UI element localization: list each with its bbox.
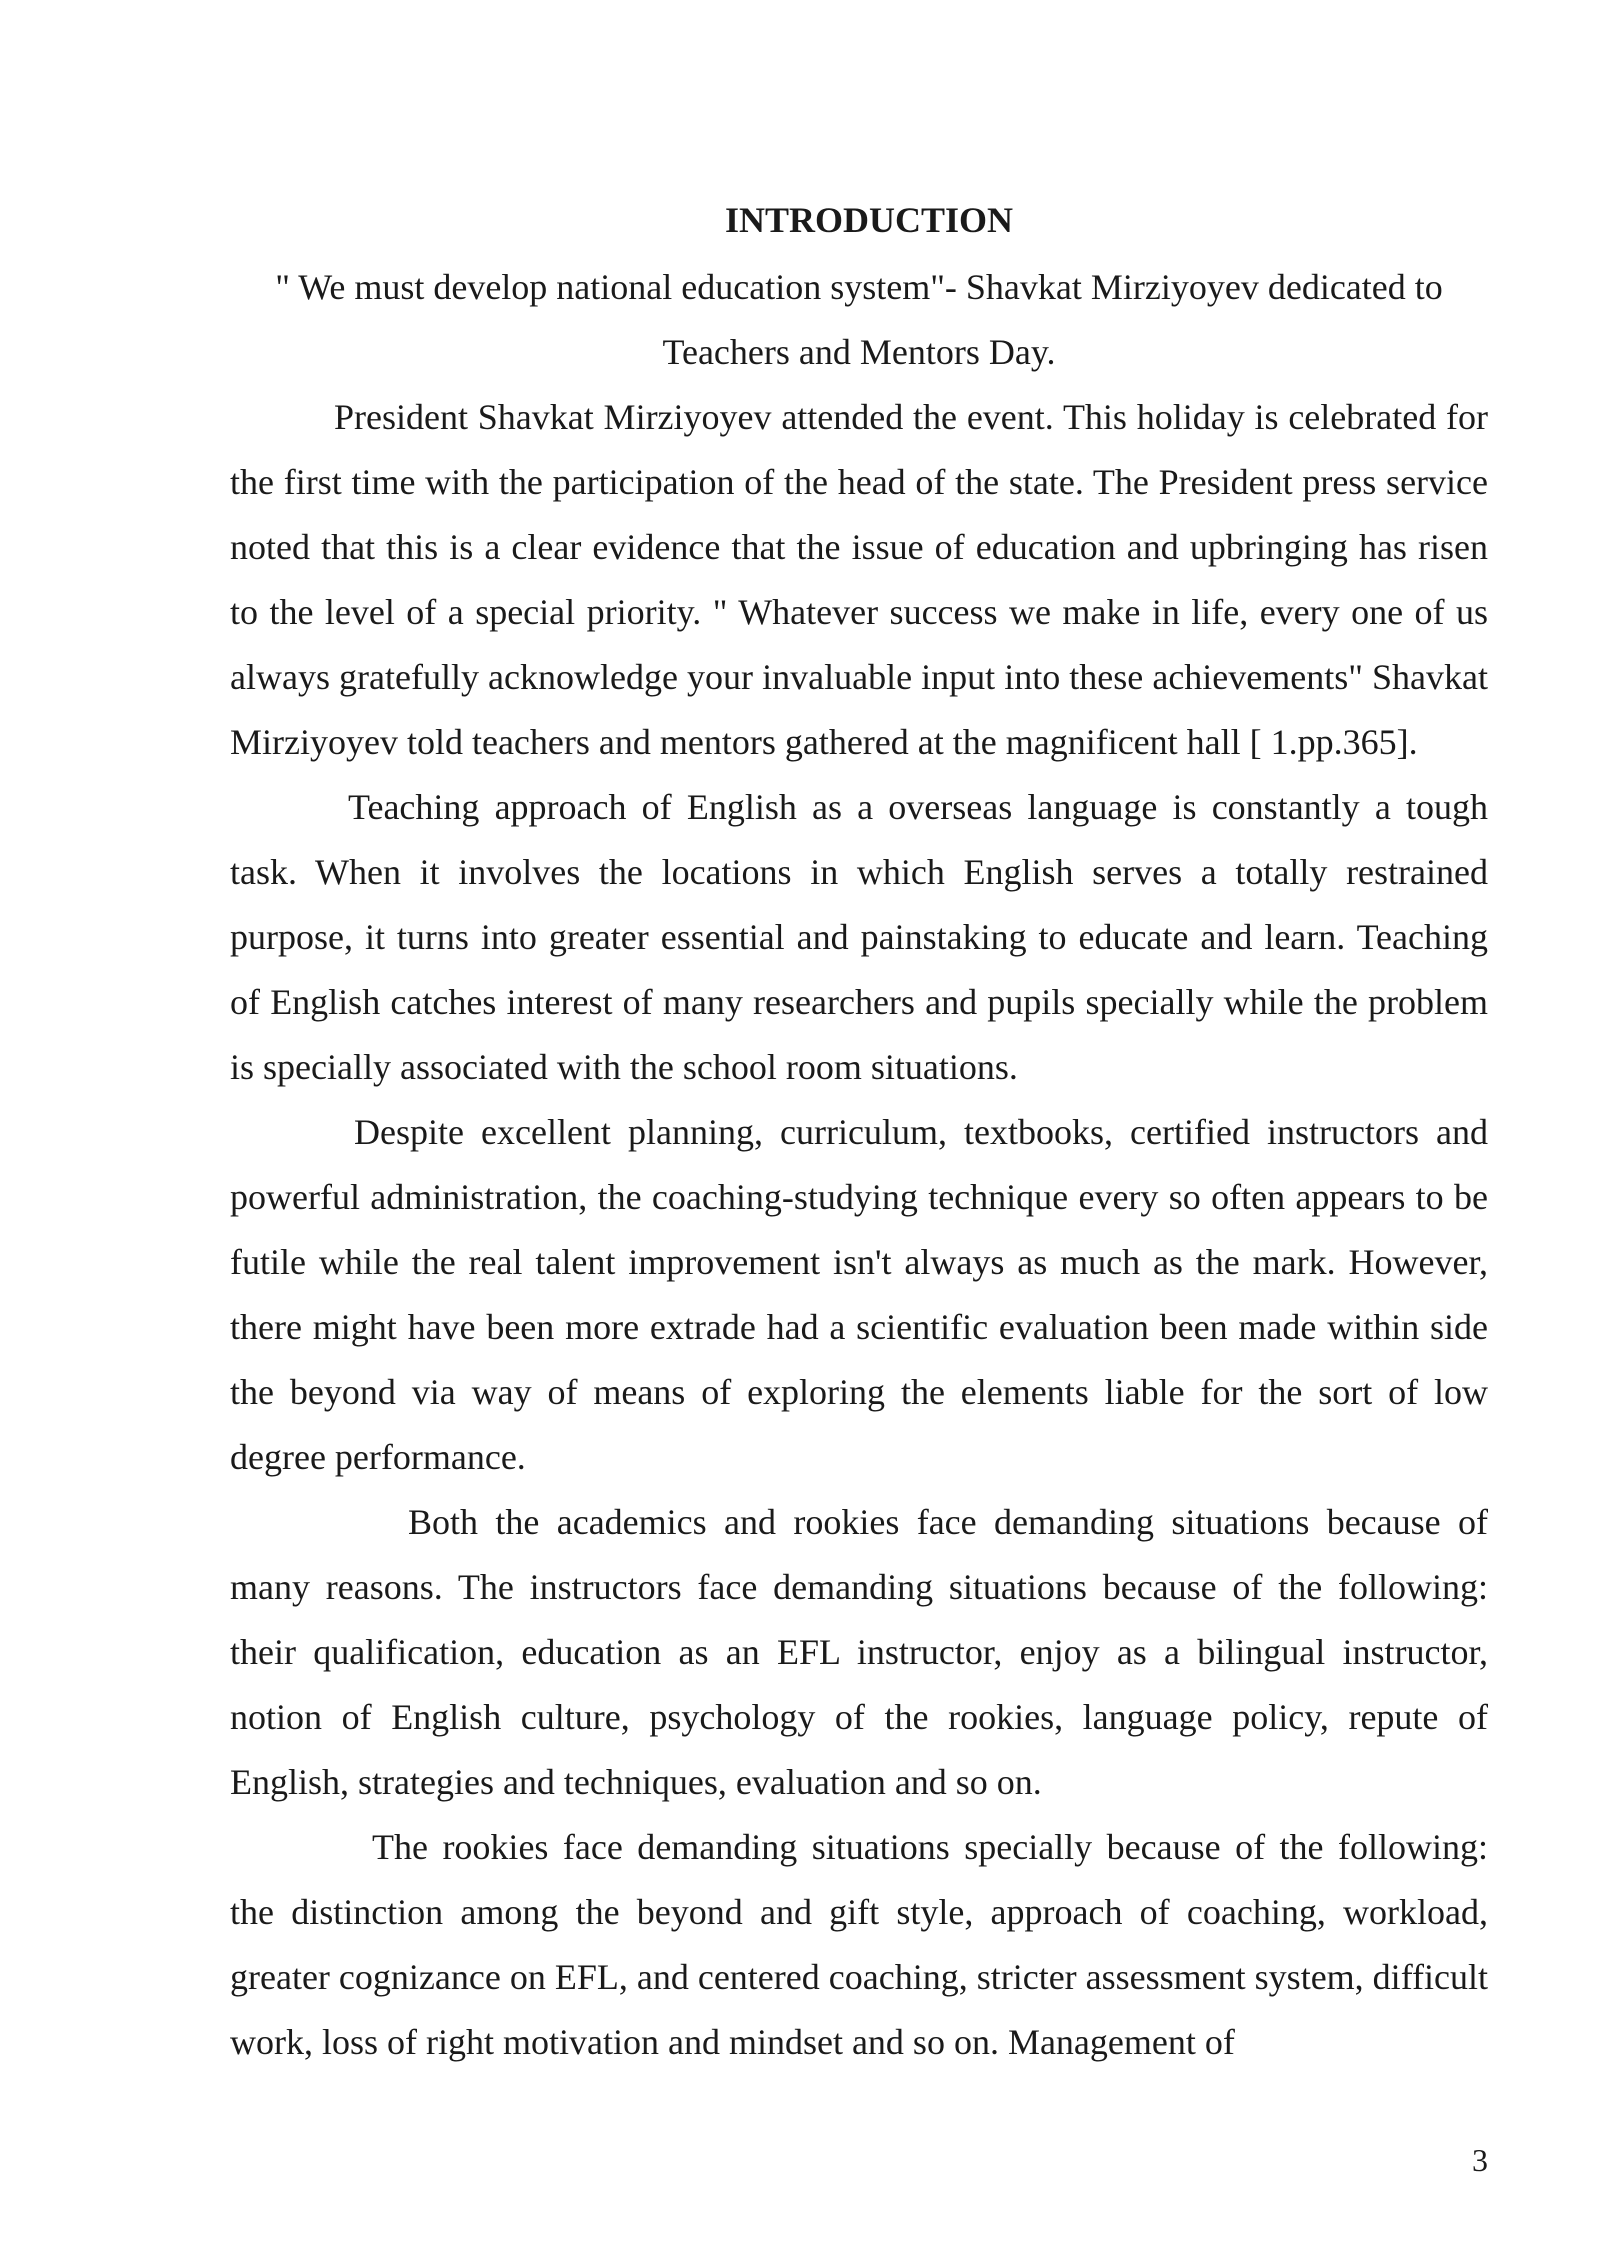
paragraph: Despite excellent planning, curriculum, textbooks, certified instructors and powerful administration, the coaching-studying technique every so often appears to be futile while the real talent improvement isn't always as much as the mark. However, there might have been more extrade had a scientific evaluation been made within side the beyond via way of means of exploring the elements liable for the sort of low degree performance. — [230, 1112, 1488, 1477]
document-page — [230, 190, 1488, 2075]
page-number: 3 — [1472, 2142, 1488, 2178]
section-heading: INTRODUCTION — [724, 200, 1014, 240]
paragraph: The rookies face demanding situations specially because of the following: the distinction among the beyond and gift style, approach of coaching, workload, greater cognizance on EFL, and centered coaching, stricter assessment system, difficult work, loss of right motivation and mindset and so on. Management of — [230, 1827, 1488, 2062]
paragraph: Teaching approach of English as a overseas language is constantly a tough task. When it involves the locations in which English serves a totally restrained purpose, it turns into greater essential and painstaking to educate and learn. Teaching of English catches interest of many researchers and pupils specially while the problem is specially associated with the school room situations. — [230, 787, 1488, 1087]
paragraph: President Shavkat Mirziyoyev attended the event. This holiday is celebrated for the first time with the participation of the head of the state. The President press service noted that this is a clear evidence that the issue of education and upbringing has risen to the level of a special priority. " Whatever success we make in life, every one of us always gratefully acknowledge your invaluable input into these achievements" Shavkat Mirziyoyev told teachers and mentors gathered at the magnificent hall [ 1.pp.365]. — [230, 397, 1488, 762]
paragraph: Both the academics and rookies face demanding situations because of many reasons. The instructors face demanding situations because of the following: their qualification, education as an EFL instructor, enjoy as a bilingual instructor, notion of English culture, psychology of the rookies, language policy, repute of English, strategies and techniques, evaluation and so on. — [230, 1502, 1488, 1802]
epigraph-quote: " We must develop national education system"- Shavkat Mirziyoyev dedicated to Teachers and Mentors Day. — [275, 267, 1443, 372]
